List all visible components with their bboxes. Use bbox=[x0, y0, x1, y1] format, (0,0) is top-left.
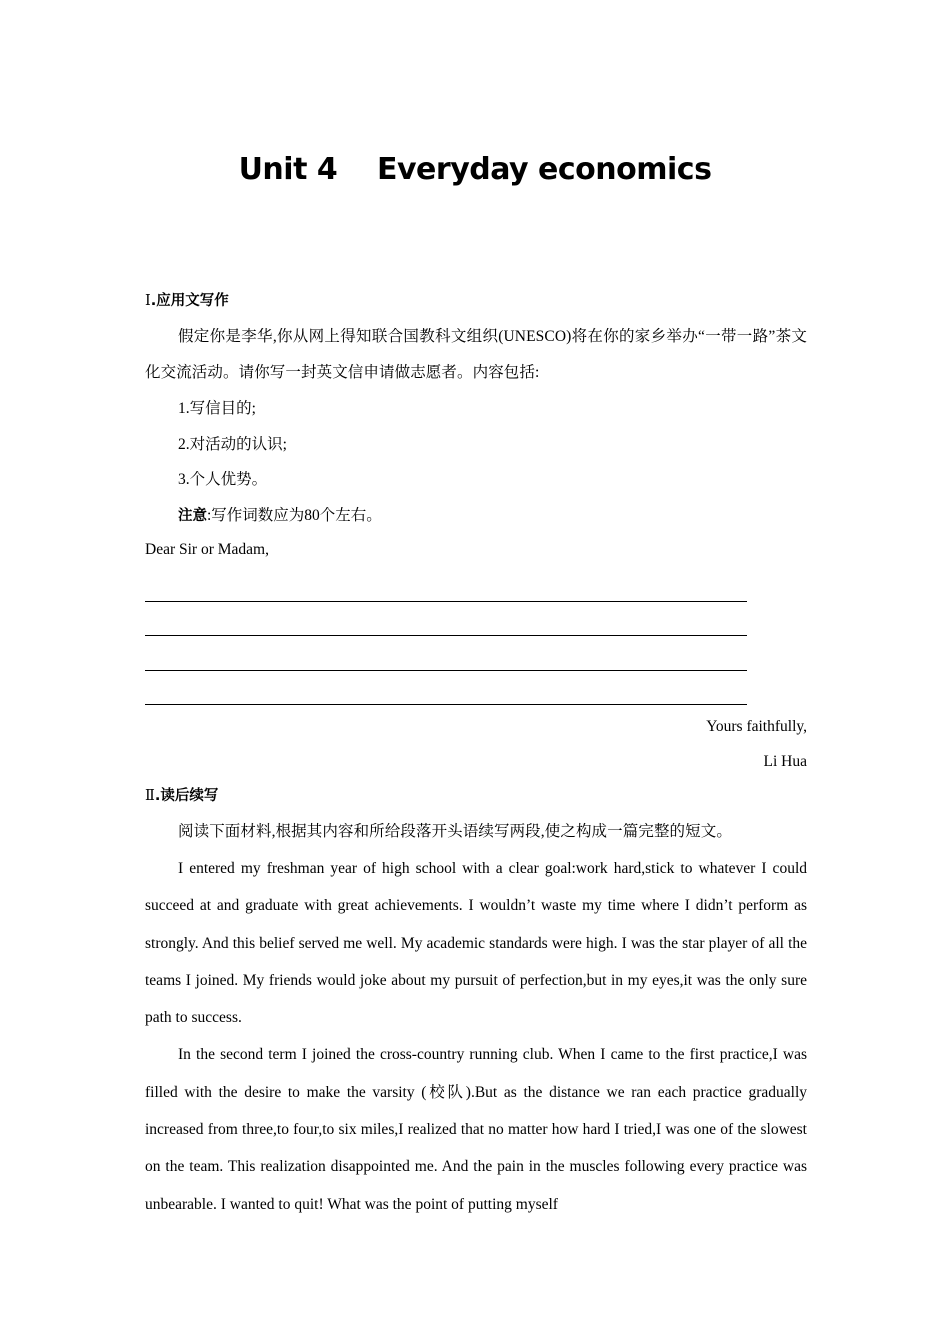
requirement-item-3: 3.个人优势。 bbox=[178, 471, 268, 488]
writing-prompt: 假定你是李华,你从网上得知联合国教科文组织(UNESCO)将在你的家乡举办“一带一路”茶文化交流活动。请你写一封英文信申请做志愿者。内容包括: bbox=[145, 328, 807, 381]
requirement-item-2: 2.对活动的认识; bbox=[178, 435, 287, 453]
note-label: 注意 bbox=[178, 507, 207, 524]
answer-line-4[interactable] bbox=[145, 671, 747, 706]
letter-closing: Yours faithfully, bbox=[706, 718, 807, 735]
letter-signature: Li Hua bbox=[763, 753, 807, 770]
answer-line-1[interactable] bbox=[145, 567, 747, 602]
answer-line-3[interactable] bbox=[145, 636, 747, 671]
story-paragraph-2: In the second term I joined the cross-country running club. When I came to the first practice,I was filled with the desire to make the varsity (校队).But as the distance we ran each practice gradually increased from three,to four,to six miles,I realized that no matter how hard I tried,I was one of the slowest on the team. This realization disappointed me. And the pain in the muscles following every practice was unbearable. I wanted to quit! What was the point of putting myself bbox=[145, 1046, 807, 1213]
section-2-heading-text: .读后续写 bbox=[154, 788, 219, 804]
section-1-heading bbox=[145, 284, 807, 319]
answer-line-2[interactable] bbox=[145, 602, 747, 637]
document-title: Unit 4 Everyday economics bbox=[238, 152, 712, 187]
section-1-numeral: Ⅰ bbox=[145, 293, 151, 309]
section-2-heading bbox=[145, 779, 807, 814]
requirement-item-1: 1.写信目的; bbox=[178, 400, 256, 417]
section-2-numeral: Ⅱ bbox=[145, 788, 155, 804]
section-1-heading-text: .应用文写作 bbox=[150, 293, 229, 309]
word-count-note bbox=[145, 498, 807, 534]
continuation-instruction: 阅读下面材料,根据其内容和所给段落开头语续写两段,使之构成一篇完整的短文。 bbox=[178, 823, 732, 840]
letter-salutation: Dear Sir or Madam, bbox=[145, 541, 269, 558]
story-paragraph-1: I entered my freshman year of high school with a clear goal:work hard,stick to whatever I could succeed at and graduate with great achievements. I wouldn’t waste my time where I didn’t perform as strongly. And this belief served me well. My academic standards were high. I was the star player of all the teams I joined. My friends would joke about my pursuit of perfection,but in my eyes,it was the only sure path to success. bbox=[145, 860, 807, 1027]
note-text: :写作词数应为80个左右。 bbox=[207, 506, 382, 524]
document-body bbox=[145, 284, 807, 1223]
